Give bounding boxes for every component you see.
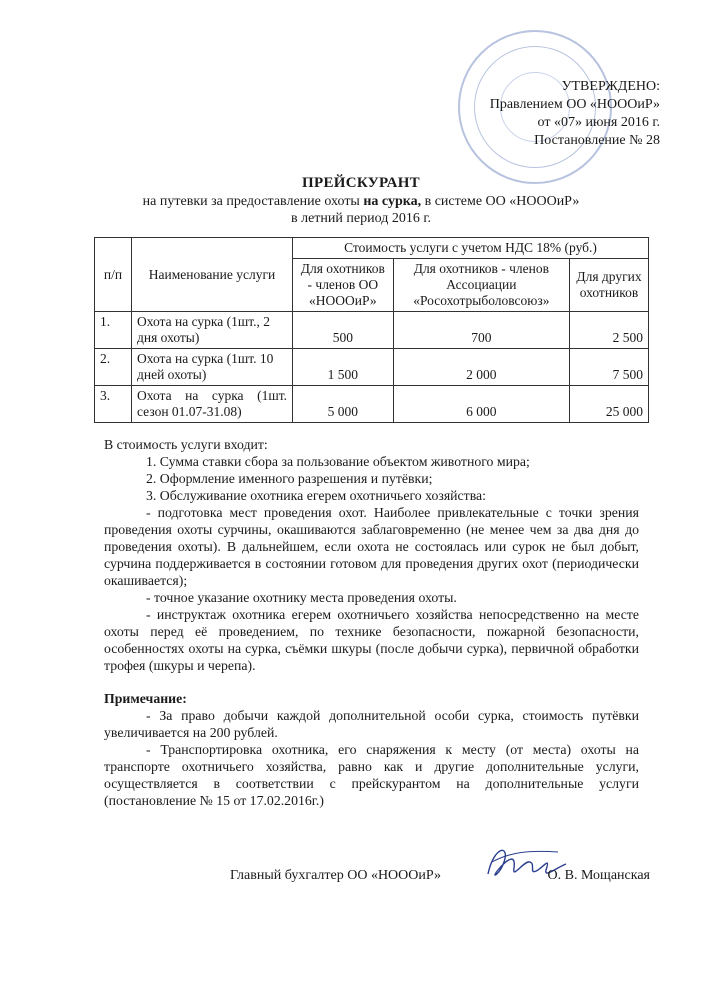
includes-detail: - точное указание охотнику места проведения охоты. — [146, 590, 457, 605]
title-block — [0, 174, 722, 227]
table-row — [95, 349, 649, 386]
document-title: ПРЕЙСКУРАНТ — [302, 175, 420, 191]
row-price-others: 25 000 — [570, 386, 649, 423]
row-price-association: 700 — [393, 312, 569, 349]
note-heading: Примечание: — [104, 691, 187, 706]
approval-block — [490, 78, 660, 150]
header-num: п/п — [95, 238, 132, 312]
row-price-members: 1 500 — [293, 349, 394, 386]
row-num: 2. — [95, 349, 132, 386]
note-section — [104, 690, 639, 809]
approval-line-3: от «07» июня 2016 г. — [537, 115, 660, 130]
includes-heading: В стоимость услуги входит: — [104, 437, 268, 452]
row-name: Охота на сурка (1шт. 10 дней охоты) — [132, 349, 293, 386]
row-num: 1. — [95, 312, 132, 349]
includes-item: 3. Обслуживание охотника егерем охотничьего хозяйства: — [146, 488, 487, 503]
signer-name: О. В. Мощанская — [547, 868, 650, 883]
row-name: Охота на сурка (1шт., 2 дня охоты) — [132, 312, 293, 349]
row-price-members: 500 — [293, 312, 394, 349]
table-row — [95, 312, 649, 349]
approval-line-4: Постановление № 28 — [534, 133, 660, 148]
approval-line-1: УТВЕРЖДЕНО: — [561, 79, 660, 94]
subtitle-line-2: в летний период 2016 г. — [291, 211, 431, 226]
subtitle-part-2: в системе ОО «НОООиР» — [421, 194, 580, 209]
row-price-association: 6 000 — [393, 386, 569, 423]
subheader-members: Для охотников - членов ОО «НОООиР» — [293, 259, 394, 312]
row-price-others: 7 500 — [570, 349, 649, 386]
includes-item: 2. Оформление именного разрешения и путёвки; — [146, 471, 433, 486]
note-item: - Транспортировка охотника, его снаряжения к месту (от места) охоты на транспорте охотничьего хозяйства, равно как и другие дополнительные услуги, осуществляется в соответствии с прейскурантом на дополнительные услуги (постановление № 15 от 17.02.2016г.) — [104, 742, 639, 808]
price-table — [94, 237, 649, 423]
includes-section — [104, 436, 639, 674]
table-row — [95, 386, 649, 423]
includes-item: 1. Сумма ставки сбора за пользование объектом животного мира; — [146, 454, 530, 469]
note-item: - За право добычи каждой дополнительной особи сурка, стоимость путёвки увеличивается на 200 рублей. — [104, 708, 639, 740]
row-num: 3. — [95, 386, 132, 423]
includes-detail: - инструктаж охотника егерем охотничьего хозяйства непосредственно на месте охоты перед её проведением, по технике безопасности, пожарной безопасности, особенностях охоты на сурка, съёмки шкуры (после добычи сурка), первичной обработки трофея (шкуры и черепа). — [104, 607, 639, 673]
header-service-name: Наименование услуги — [132, 238, 293, 312]
header-cost: Стоимость услуги с учетом НДС 18% (руб.) — [293, 238, 649, 259]
row-price-association: 2 000 — [393, 349, 569, 386]
approval-line-2: Правлением ОО «НОООиР» — [489, 97, 660, 112]
subtitle-part-1: на путевки за предоставление охоты — [142, 194, 364, 209]
subheader-association: Для охотников - членов Ассоциации «Росохотрыболовсоюз» — [393, 259, 569, 312]
row-price-others: 2 500 — [570, 312, 649, 349]
signer-position: Главный бухгалтер ОО «НОООиР» — [230, 868, 442, 883]
row-price-members: 5 000 — [293, 386, 394, 423]
includes-detail: - подготовка мест проведения охот. Наиболее привлекательные с точки зрения проведения охоты сурчины, окашиваются заблаговременно (не менее чем за два дня до проведения охоты). В дальнейшем, если охота не состоялась или сурок не был добыт, сурчина поддерживается в состоянии готовом для проведения других охот (периодически окашивается); — [104, 505, 639, 588]
subtitle-bold: на сурка, — [363, 194, 422, 209]
document-subtitle — [0, 193, 722, 210]
subheader-others: Для других охотников — [570, 259, 649, 312]
row-name: Охота на сурка (1шт. сезон 01.07-31.08) — [132, 386, 293, 423]
table-header-row — [95, 238, 649, 259]
